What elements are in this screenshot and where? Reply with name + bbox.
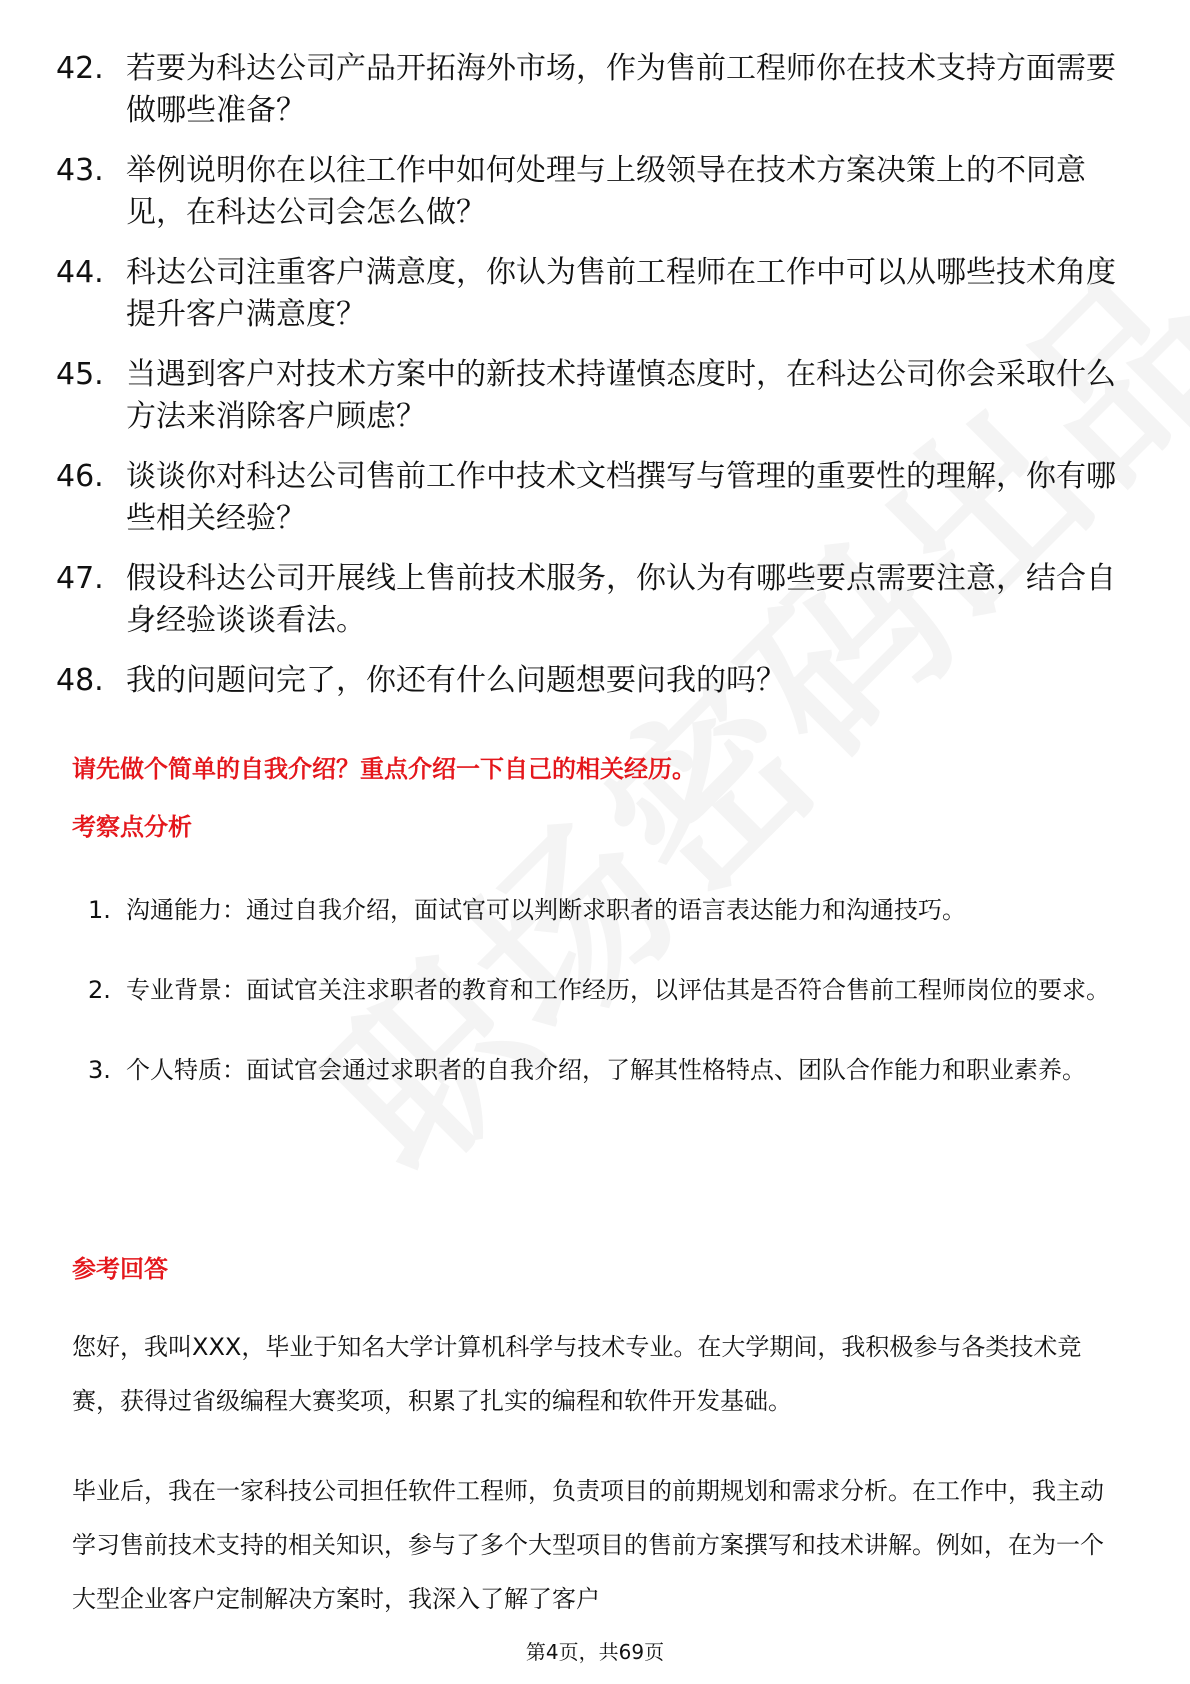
question-number: 46. [56,459,104,494]
question-item [0,252,1190,336]
answer-paragraph: 毕业后，我在一家科技公司担任软件工程师，负责项目的前期规划和需求分析。在工作中，我主动学习售前技术支持的相关知识，参与了多个大型项目的售前方案撰写和技术讲解。例如，在为一个大型企业客户定制解决方案时，我深入了解了客户 [72,1477,1104,1613]
question-text: 我的问题问完了，你还有什么问题想要问我的吗？ [126,663,786,698]
analysis-point [0,882,1190,938]
question-text: 科达公司注重客户满意度，你认为售前工程师在工作中可以从哪些技术角度提升客户满意度？ [126,255,1116,332]
question-text: 若要为科达公司产品开拓海外市场，作为售前工程师你在技术支持方面需要做哪些准备？ [126,51,1116,128]
question-number: 45. [56,357,104,392]
question-text: 当遇到客户对技术方案中的新技术持谨慎态度时，在科达公司你会采取什么方法来消除客户顾虑？ [126,357,1116,434]
answer-paragraph: 您好，我叫XXX，毕业于知名大学计算机科学与技术专业。在大学期间，我积极参与各类技术竞赛，获得过省级编程大赛奖项，积累了扎实的编程和软件开发基础。 [72,1333,1082,1415]
question-item [0,456,1190,540]
question-number: 43. [56,153,104,188]
question-number: 47. [56,561,104,596]
point-number: 3. [88,1056,111,1084]
question-text: 假设科达公司开展线上售前技术服务，你认为有哪些要点需要注意，结合自身经验谈谈看法。 [126,561,1116,638]
question-text: 举例说明你在以往工作中如何处理与上级领导在技术方案决策上的不同意见，在科达公司会怎么做？ [126,153,1086,230]
question-item [0,48,1190,132]
point-text: 沟通能力：通过自我介绍，面试官可以判断求职者的语言表达能力和沟通技巧。 [126,896,966,924]
analysis-point-list [0,882,1190,1122]
question-item [0,660,1190,702]
reference-answer-heading: 参考回答 [72,1255,168,1283]
analysis-heading: 考察点分析 [72,813,192,841]
point-number: 2. [88,976,111,1004]
page-footer: 第4页，共69页 [525,1640,665,1664]
question-number: 44. [56,255,104,290]
question-item [0,558,1190,642]
question-item [0,354,1190,438]
point-text: 个人特质：面试官会通过求职者的自我介绍，了解其性格特点、团队合作能力和职业素养。 [126,1056,1086,1084]
question-number: 42. [56,51,104,86]
analysis-point [0,1042,1190,1098]
question-text: 谈谈你对科达公司售前工作中技术文档撰写与管理的重要性的理解，你有哪些相关经验？ [126,459,1116,536]
analysis-point [0,962,1190,1018]
interview-question-title: 请先做个简单的自我介绍？重点介绍一下自己的相关经历。 [72,755,696,783]
question-item [0,150,1190,234]
question-number: 48. [56,663,104,698]
point-number: 1. [88,896,111,924]
question-list [0,48,1190,720]
point-text: 专业背景：面试官关注求职者的教育和工作经历，以评估其是否符合售前工程师岗位的要求。 [126,976,1110,1004]
